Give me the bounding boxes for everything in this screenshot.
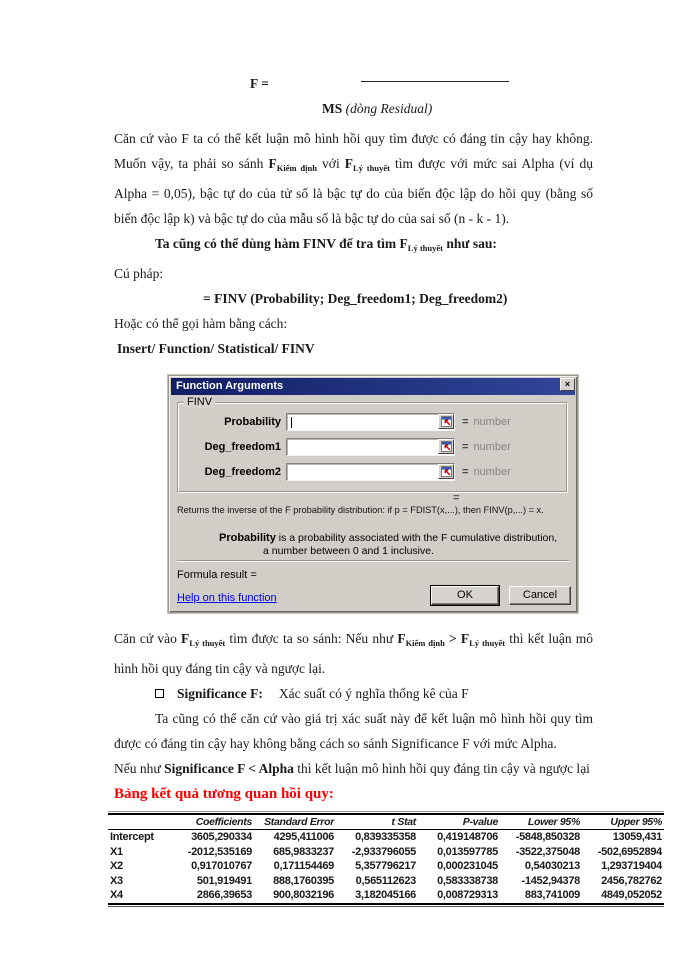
cell: -2012,535169 [187, 845, 252, 858]
row-label: Intercept [110, 831, 154, 843]
table-header-row [108, 814, 664, 830]
close-icon[interactable]: × [560, 378, 575, 391]
cell: 888,1760395 [273, 874, 334, 887]
deg-freedom2-input[interactable] [289, 465, 436, 479]
cell: 685,9833237 [273, 845, 334, 858]
cell: 2456,782762 [601, 874, 662, 887]
results-table-heading: Bảng kết quả tương quan hồi quy: [114, 786, 334, 802]
text-run: > [444, 631, 461, 646]
paragraph-f-conclusion [114, 126, 593, 231]
table-row [108, 874, 664, 889]
denominator-ms: MS [322, 101, 343, 116]
cell: 0,583338738 [437, 874, 498, 887]
heading-finv [155, 231, 620, 261]
paragraph-probability-compare: Ta cũng có thể căn cứ vào giá trị xác suất này để kết luận mô hình hồi quy tìm được có đáng tin cậy hay không bằng cách so sánh Significance F với mức Alpha. [114, 711, 593, 751]
deg-freedom2-label: Deg_freedom2 [204, 466, 281, 478]
argument-name: Probability [219, 532, 276, 544]
f-subscript: Lý thuyết [469, 638, 506, 648]
paragraph-compare-f [114, 626, 593, 681]
f-subscript: Lý thuyết [407, 243, 443, 253]
column-header: P-value [418, 814, 500, 830]
text-run: Căn cứ vào F ta có thể kết luận mô hình hồi quy tìm được có đáng tin cậy hay không. Muốn vậy, ta phải so sánh [114, 131, 593, 171]
range-selector-icon[interactable] [438, 464, 454, 479]
table-row [108, 859, 664, 874]
cell: 0,171154469 [273, 860, 334, 872]
cell: -1452,94378 [521, 874, 580, 887]
argument-help-rest: is a probability associated with the F cumulative distribution, a number between 0 and 1 inclusive. [263, 532, 558, 557]
text-run: Nếu như [114, 761, 165, 776]
f-subscript: Kiểm định [276, 163, 317, 173]
cell: 4849,052052 [601, 889, 662, 901]
function-description: Returns the inverse of the F probability distribution: if p = FDIST(x,...), then FINV(p,...) = x. [177, 505, 544, 516]
probability-row [182, 412, 562, 432]
value-hint: number [473, 441, 511, 453]
bold-condition: Significance F < Alpha [164, 761, 294, 776]
column-header: Coefficients [172, 814, 254, 830]
cell: 0,000231045 [437, 860, 498, 872]
result-equals-sign: = [453, 492, 460, 504]
cell: 883,741009 [524, 889, 580, 901]
cell: 1,293719404 [601, 860, 662, 872]
f-symbol: F [181, 631, 190, 646]
deg-freedom1-label: Deg_freedom1 [204, 441, 281, 453]
text-run: như sau: [442, 236, 497, 251]
range-selector-icon[interactable] [438, 414, 454, 429]
column-header: Lower 95% [500, 814, 582, 830]
cell: 501,919491 [196, 874, 252, 887]
deg-freedom1-row [182, 437, 562, 457]
cell: 0,419148706 [437, 831, 498, 843]
text-run: thì kết luận mô hình hồi quy đáng tin cậy và ngược lại. [114, 631, 593, 676]
row-label: X3 [110, 874, 123, 887]
regression-results-table [108, 813, 664, 905]
f-subscript: Lý thuyết [189, 638, 226, 648]
row-label: X4 [110, 889, 123, 901]
f-subscript: Lý thuyết [353, 163, 390, 173]
formula-denominator [322, 101, 700, 126]
deg-freedom2-input-wrap [286, 463, 455, 481]
deg-freedom1-input[interactable] [289, 440, 436, 454]
value-hint: number [473, 466, 511, 478]
square-bullet-icon [155, 689, 164, 698]
alt-call-text: Hoặc có thể gọi hàm bằng cách: [114, 316, 288, 331]
cell: -3522,375048 [515, 845, 580, 858]
probability-input-wrap [286, 413, 455, 431]
cell: -502,6952894 [597, 845, 662, 858]
f-symbol: F [344, 156, 354, 171]
help-link[interactable]: Help on this function [177, 592, 277, 604]
cell: 0,565112623 [355, 874, 416, 887]
function-arguments-dialog [168, 375, 578, 613]
finv-group-box [177, 396, 567, 492]
text-run: tìm được với mức sai Alpha (ví dụ Alpha = 0,05), bậc tự do của tử số là bậc tự do của biến độc lập do hồi quy (bằng số biến độc lập k) và bậc tự do của mẫu số là bậc tự do của sai số (n - k - 1). [114, 156, 594, 226]
denominator-note: (dòng Residual) [345, 101, 433, 116]
text-run: Ta cũng có thể dùng hàm FINV để tra tìm [155, 236, 400, 251]
cell: 0,54030213 [524, 860, 580, 872]
column-header: t Stat [336, 814, 418, 830]
cell: 0,917010767 [191, 860, 252, 872]
fraction-line [361, 81, 509, 82]
f-symbol: F [397, 631, 406, 646]
cell: 900,8032196 [273, 889, 334, 901]
formula-row [0, 76, 700, 101]
table-row [108, 830, 664, 845]
syntax-label: Cú pháp: [114, 266, 164, 281]
deg-freedom1-input-wrap [286, 438, 455, 456]
dialog-title-bar[interactable]: Function Arguments [171, 378, 575, 395]
f-symbol: F [268, 156, 277, 171]
cell: 3605,290334 [191, 831, 252, 843]
deg-freedom2-row [182, 462, 562, 482]
table-row [108, 888, 664, 904]
cell: 5,357796217 [355, 860, 416, 872]
f-symbol: F [460, 631, 470, 646]
text-run: thì kết luận mô hình hồi quy đáng tin cậy và ngược lại [293, 761, 590, 776]
range-selector-icon[interactable] [438, 439, 454, 454]
cancel-button[interactable]: Cancel [509, 586, 571, 605]
value-hint: number [473, 416, 511, 428]
equals-sign: = [462, 441, 469, 453]
menu-path: Insert/ Function/ Statistical/ FINV [117, 341, 315, 356]
group-box-label: FINV [184, 396, 215, 408]
f-symbol: F [399, 236, 408, 251]
cell: 0,008729313 [437, 889, 498, 901]
text-run: Căn cứ vào [114, 631, 182, 646]
cell: -5848,850328 [515, 831, 580, 843]
column-header: Upper 95% [582, 814, 664, 830]
equals-sign: = [462, 416, 469, 428]
cell: 0,839335358 [355, 831, 416, 843]
cell: 13059,431 [612, 831, 662, 843]
table-row [108, 845, 664, 860]
text-run: tìm được ta so sánh: Nếu như [225, 631, 398, 646]
argument-help-text [177, 532, 559, 558]
formula-lhs: F = [250, 76, 269, 91]
probability-input[interactable] [289, 415, 436, 429]
cell: 4295,411006 [273, 831, 334, 843]
finv-syntax: = FINV (Probability; Deg_freedom1; Deg_freedom2) [203, 291, 508, 306]
cell: -2,933796055 [351, 845, 416, 858]
column-header: Standard Error [254, 814, 336, 830]
separator-line [177, 560, 569, 562]
row-label: X2 [110, 860, 123, 872]
cell: 3,182045166 [355, 889, 416, 901]
formula-result-label: Formula result = [177, 569, 257, 581]
significance-description: Xác suất có ý nghĩa thống kê của F [278, 686, 469, 701]
row-label: X1 [110, 845, 123, 858]
f-subscript: Kiểm định [405, 638, 445, 648]
text-run: với [316, 156, 345, 171]
cell: 2866,39653 [196, 889, 252, 901]
equals-sign: = [462, 466, 469, 478]
significance-item [155, 681, 700, 706]
paragraph-alpha-rule [114, 756, 593, 781]
column-header [108, 814, 172, 830]
significance-label: Significance F: [177, 686, 263, 701]
cell: 0,013597785 [437, 845, 498, 858]
probability-label: Probability [224, 416, 281, 428]
text-caret [291, 417, 292, 428]
ok-button[interactable]: OK [431, 586, 499, 605]
regression-results-table-wrap [108, 811, 664, 907]
